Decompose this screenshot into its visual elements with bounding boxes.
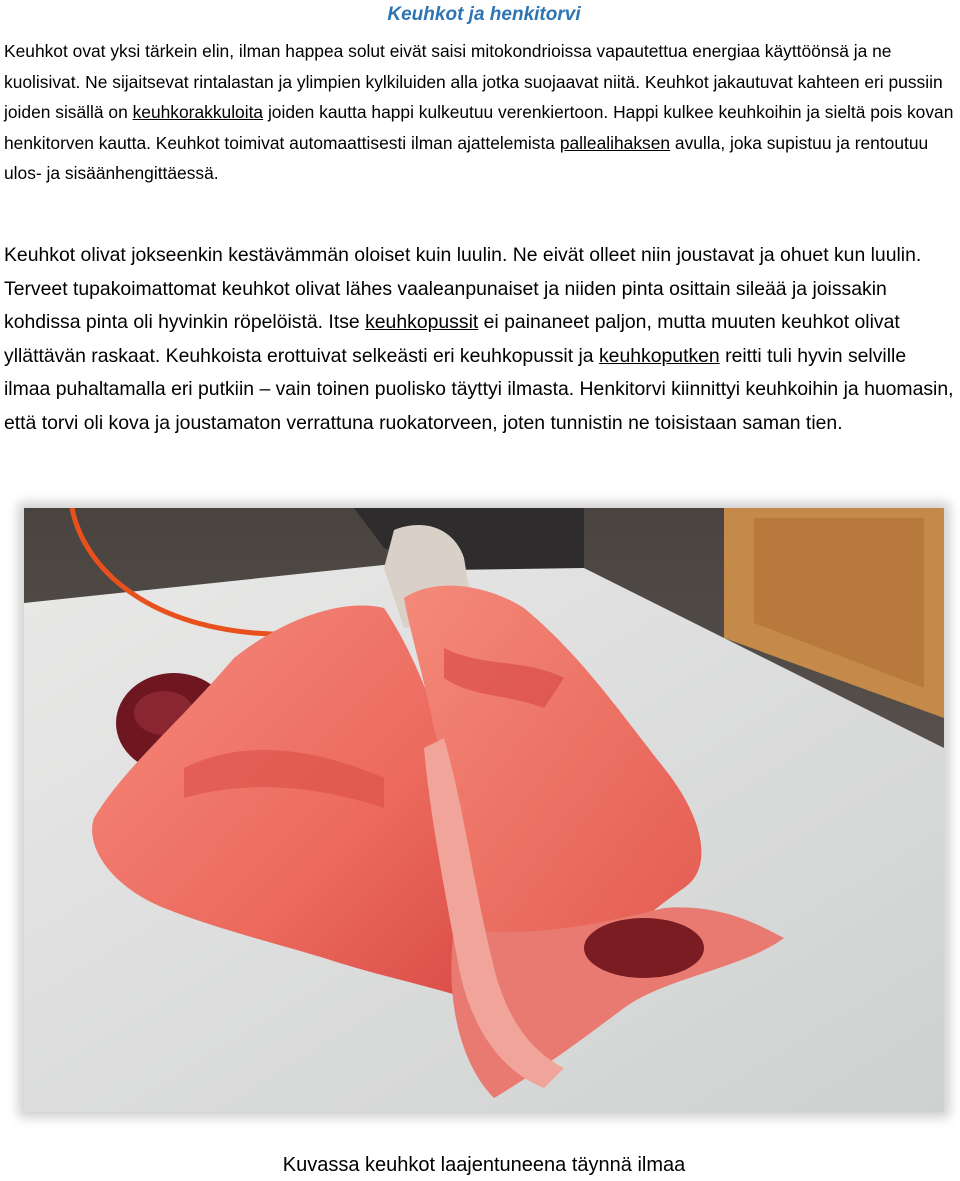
paragraph-1-text-3: avulla, joka supistuu ja rentoutuu ulos- ja sisäänhengittäessä. (4, 132, 929, 183)
link-keuhkopussit[interactable]: keuhkopussit (365, 311, 479, 333)
link-keuhkoputken[interactable]: keuhkoputken (598, 344, 720, 367)
heart-piece (584, 918, 704, 978)
paragraph-2 (4, 239, 956, 440)
paragraph-1 (4, 36, 956, 189)
link-keuhkorakkuloita[interactable]: keuhkorakkuloita (132, 102, 264, 122)
link-pallealihaksen[interactable]: pallealihaksen (559, 132, 671, 153)
photo-caption: Kuvassa keuhkot laajentuneena täynnä ilmaa (282, 1154, 686, 1176)
paragraph-2-text-1: Keuhkot olivat jokseenkin kestävämmän oloiset kuin luulin. Ne eivät olleet niin joustavat ja ohuet kun luulin. Terveet tupakoimattomat keuhkot olivat lähes vaaleanpunaiset ja niiden pinta osittain sileää ja joissakin kohdissa pinta oli hyvinkin röpelöistä. Itse (4, 244, 922, 333)
paragraph-2-text-3: reitti tuli hyvin selville ilmaa puhaltamalla eri putkiin – vain toinen puolisko täyttyi ilmasta. Henkitorvi kiinnittyi keuhkoihin ja huomasin, että torvi oli kova ja joustamaton verrattuna ruokatorveen, joten tunnistin ne toisistaan saman tien. (4, 344, 954, 434)
document-title: Keuhkot ja henkitorvi (387, 4, 581, 25)
lung-photo (24, 508, 944, 1112)
paragraph-1-text-2: joiden kautta happi kulkeutuu verenkiertoon. Happi kulkee keuhkoihin ja sieltä pois kovan henkitorven kautta. Keuhkot toimivat automaattisesti ilman ajattelemista (4, 102, 954, 153)
paragraph-2-text-2: ei painaneet paljon, mutta muuten keuhkot olivat yllättävän raskaat. Keuhkoista erottuivat selkeästi eri keuhkopussit ja (4, 311, 900, 367)
paragraph-1-text-1: Keuhkot ovat yksi tärkein elin, ilman happea solut eivät saisi mitokondrioissa vapautettua energiaa käyttöönsä ja ne kuolisivat. Ne sijaitsevat rintalastan ja ylimpien kylkiluiden alla jotka suojaavat niitä. Keuhkot jakautuvat kahteen eri pussiin joiden sisällä on (4, 41, 943, 122)
